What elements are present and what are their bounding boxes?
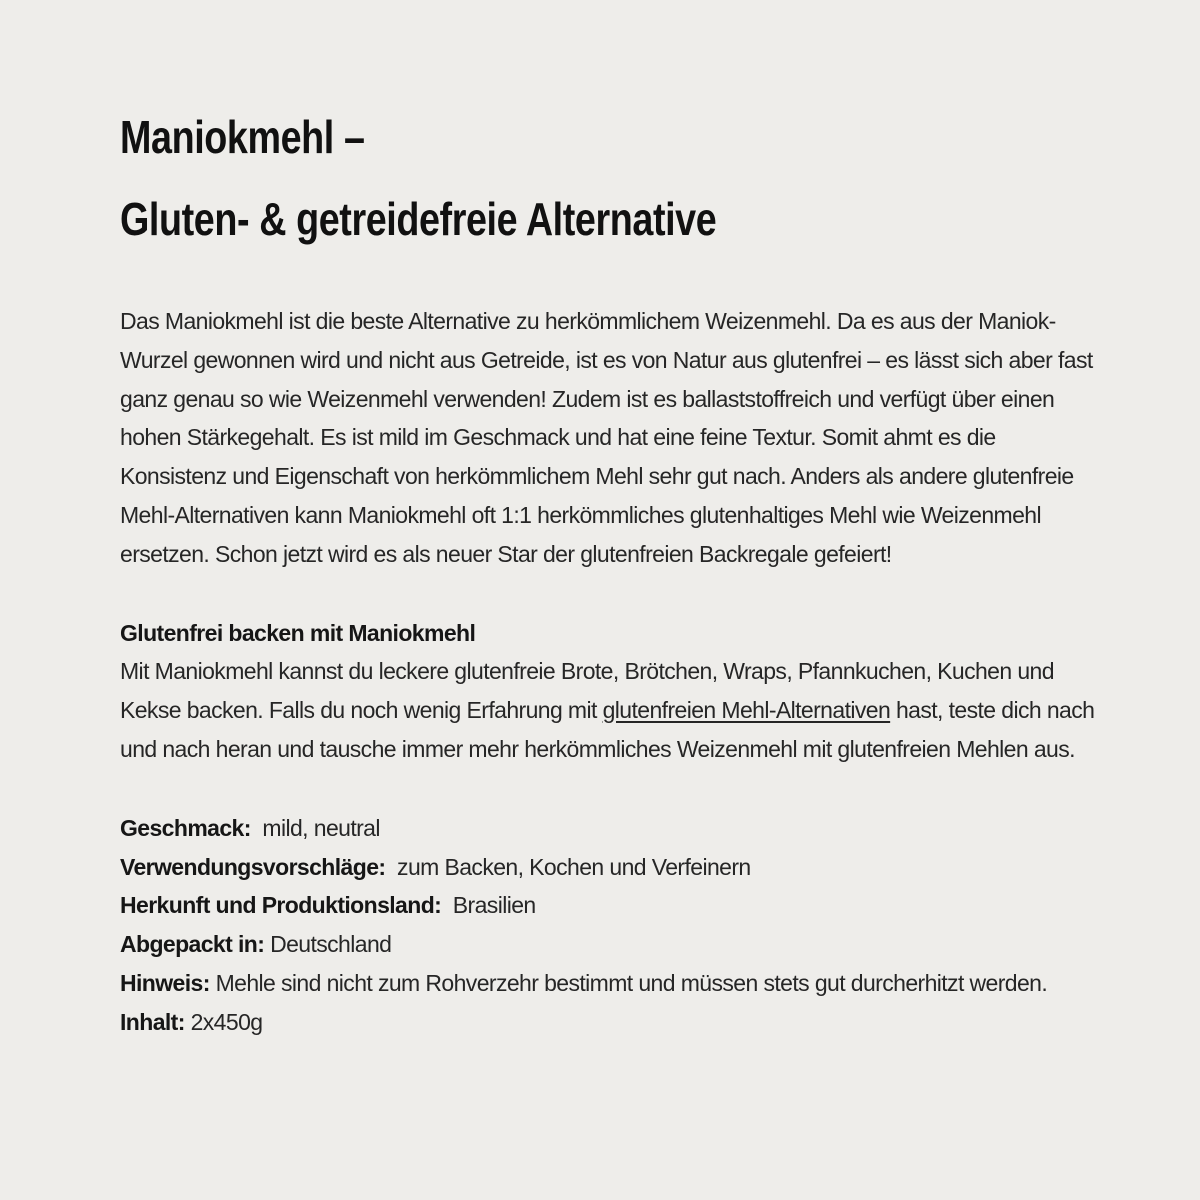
fact-content <box>120 1003 1100 1042</box>
fact-value: zum Backen, Kochen und Verfeinern <box>397 853 751 880</box>
baking-text-before: Mit Maniokmehl kannst du leckere glutenfreie Brote, Brötchen, Wraps, Pfannkuchen, Kuchen und Kekse backen. Falls du noch wenig Erfahrung mit <box>120 658 1054 724</box>
title-line-2: Gluten- & getreidefreie Alternative <box>120 193 717 245</box>
baking-text <box>120 652 1100 768</box>
fact-note <box>120 964 1100 1003</box>
gluten-free-alternatives-link[interactable]: glutenfreien Mehl-Alternativen <box>602 697 891 724</box>
fact-label: Herkunft und Produktionsland: <box>120 892 442 919</box>
title-line-1: Maniokmehl – <box>120 111 365 163</box>
baking-section <box>120 614 1100 769</box>
fact-value: Mehle sind nicht zum Rohverzehr bestimmt und müssen stets gut durcherhitzt werden. <box>215 969 1048 996</box>
fact-value: mild, neutral <box>262 814 380 841</box>
fact-label: Verwendungsvorschläge: <box>120 853 386 880</box>
fact-packed-in <box>120 925 1100 964</box>
fact-label: Hinweis: <box>120 969 210 996</box>
fact-taste <box>120 809 1100 848</box>
fact-usage <box>120 848 1100 887</box>
fact-label: Geschmack: <box>120 814 251 841</box>
baking-text-after: hast, teste dich nach und nach heran und tausche immer mehr herkömmliches Weizenmehl mit glutenfreien Mehlen aus. <box>120 697 1095 762</box>
product-description <box>120 96 1100 1042</box>
page-title <box>120 96 1104 260</box>
product-facts <box>120 809 1100 1042</box>
fact-origin <box>120 886 1100 925</box>
fact-value: 2x450g <box>190 1008 263 1035</box>
fact-label: Abgepackt in: <box>120 931 265 958</box>
baking-heading: Glutenfrei backen mit Maniokmehl <box>120 619 476 646</box>
fact-value: Deutschland <box>270 931 392 958</box>
fact-label: Inhalt: <box>120 1008 185 1035</box>
fact-value: Brasilien <box>452 892 536 919</box>
intro-paragraph: Das Maniokmehl ist die beste Alternative zu herkömmlichem Weizenmehl. Da es aus der Maniok-Wurzel gewonnen wird und nicht aus Getreide, ist es von Natur aus glutenfrei – es lässt sich aber fast ganz genau so wie Weizenmehl verwenden! Zudem ist es ballaststoffreich und verfügt über einen hohen Stärkegehalt. Es ist mild im Geschmack und hat eine feine Textur. Somit ahmt es die Konsistenz und Eigenschaft von herkömmlichem Mehl sehr gut nach. Anders als andere glutenfreie Mehl-Alternativen kann Maniokmehl oft 1:1 herkömmliches glutenhaltiges Mehl wie Weizenmehl ersetzen. Schon jetzt wird es als neuer Star der glutenfreien Backregale gefeiert! <box>120 308 1093 567</box>
